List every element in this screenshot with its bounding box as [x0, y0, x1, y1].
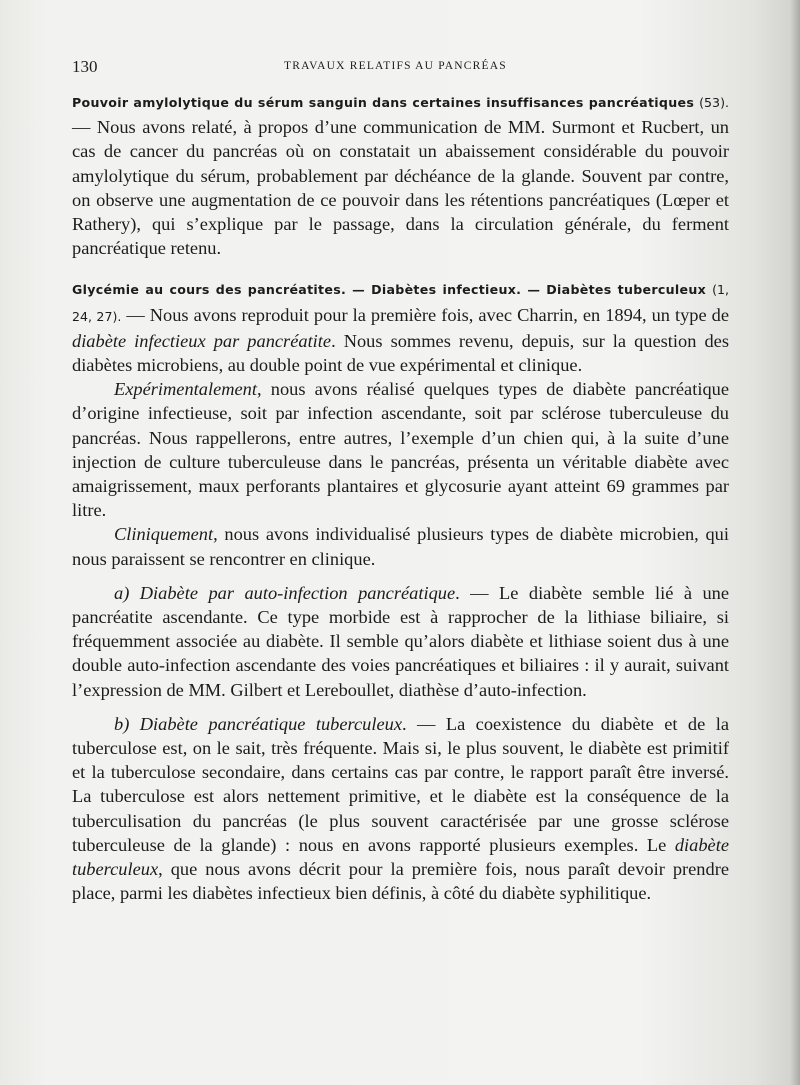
paragraph-auto-infection [72, 581, 729, 702]
page-number: 130 [72, 57, 98, 76]
paragraph-experimental [72, 377, 729, 522]
emphasis-text: diabète tuberculeux [72, 834, 729, 880]
emphasis-text: b) Diabète pancréatique tuberculeux [114, 713, 402, 734]
paragraph-text: . — Le diabète semble lié à une pancréatite ascendante. Ce type morbide est à rapprocher de la lithiase biliaire, si fréquemment associée au diabète. Il semble qu’alors diabète et lithiase soient dus à une double auto-infection ascendante des voies pancréatiques et biliaires : il y aurait, suivant l’expression de MM. Gilbert et Lereboullet, diathèse d’auto-infection. [72, 582, 729, 700]
reference-numbers: (53). [699, 95, 729, 110]
emphasis-text: Expérimentalement [114, 379, 257, 400]
paragraph-text: — Nous avons relaté, à propos d’une communication de MM. Surmont et Rucbert, un cas de cancer du pancréas où on constatait un abaissement considérable du pouvoir amylolytique du sérum, probablement par déchéance de la glande. Souvent par contre, on observe une augmentation de ce pouvoir dans les rétentions pancréatiques (Lœper et Rathery), qui s’explique par le passage, dans la circulation générale, du ferment pancréatique retenu. [72, 117, 729, 259]
paragraph-text: — Nous avons reproduit pour la première fois, avec Charrin, en 1894, un type de [121, 304, 729, 325]
body-text [72, 89, 729, 906]
page-edge-shadow [790, 0, 800, 1085]
section-heading: Glycémie au cours des pancréatites. — Diabètes infectieux. — Diabètes tuberculeux [72, 282, 707, 298]
section-heading: Pouvoir amylolytique du sérum sanguin dans certaines insuffisances pancréatiques [72, 95, 695, 110]
reference-numbers: (1, 24, 27). [72, 282, 729, 324]
paragraph-amylolytic-power [72, 89, 729, 260]
paragraph-text: , que nous avons décrit pour la première fois, nous paraît devoir prendre place, parmi les diabètes infectieux bien définis, à côté du diabète syphilitique. [72, 859, 729, 904]
emphasis-text: a) Diabète par auto-infection pancréatique [114, 582, 456, 603]
paragraph-text: . Nous sommes revenu, depuis, sur la question des diabètes microbiens, au double point de vue expérimental et clinique. [72, 330, 729, 376]
paragraph-text: , nous avons réalisé quelques types de diabète pancréatique d’origine infectieuse, soit par infection ascendante, soit par sclérose tuberculeuse du pancréas. Nous rappellerons, entre autres, l’exemple d’un chien qui, à la suite d’une injection de culture tuberculeuse dans le pancréas, présenta un véritable diabète avec amaigrissement, maux perforants plantaires et glycosurie ayant atteint 69 grammes par litre. [72, 379, 729, 521]
paragraph-clinical [72, 522, 729, 570]
page-header [72, 57, 729, 79]
paragraph-tuberculous-diabetes [72, 712, 729, 906]
running-head: TRAVAUX RELATIFS AU PANCRÉAS [284, 60, 507, 72]
emphasis-text: Cliniquement [114, 524, 214, 545]
paragraph-text: . — La coexistence du diabète et de la tuberculose est, on le sait, très fréquente. Mais si, le plus souvent, le diabète est primitif et la tuberculose secondaire, dans certains cas par contre, le rapport paraît être inversé. La tuberculose est alors nettement primitive, et le diabète est la conséquence de la tuberculisation du pancréas (le plus souvent caractérisée par une grosse sclérose tuberculeuse de la glande) : nous en avons rapporté plusieurs exemples. Le [72, 713, 729, 855]
paragraph-glycemia [72, 276, 729, 377]
emphasis-text: diabète infectieux par pancréatite [72, 330, 332, 351]
paragraph-text: , nous avons individualisé plusieurs types de diabète microbien, qui nous paraissent se rencontrer en clinique. [72, 524, 729, 569]
